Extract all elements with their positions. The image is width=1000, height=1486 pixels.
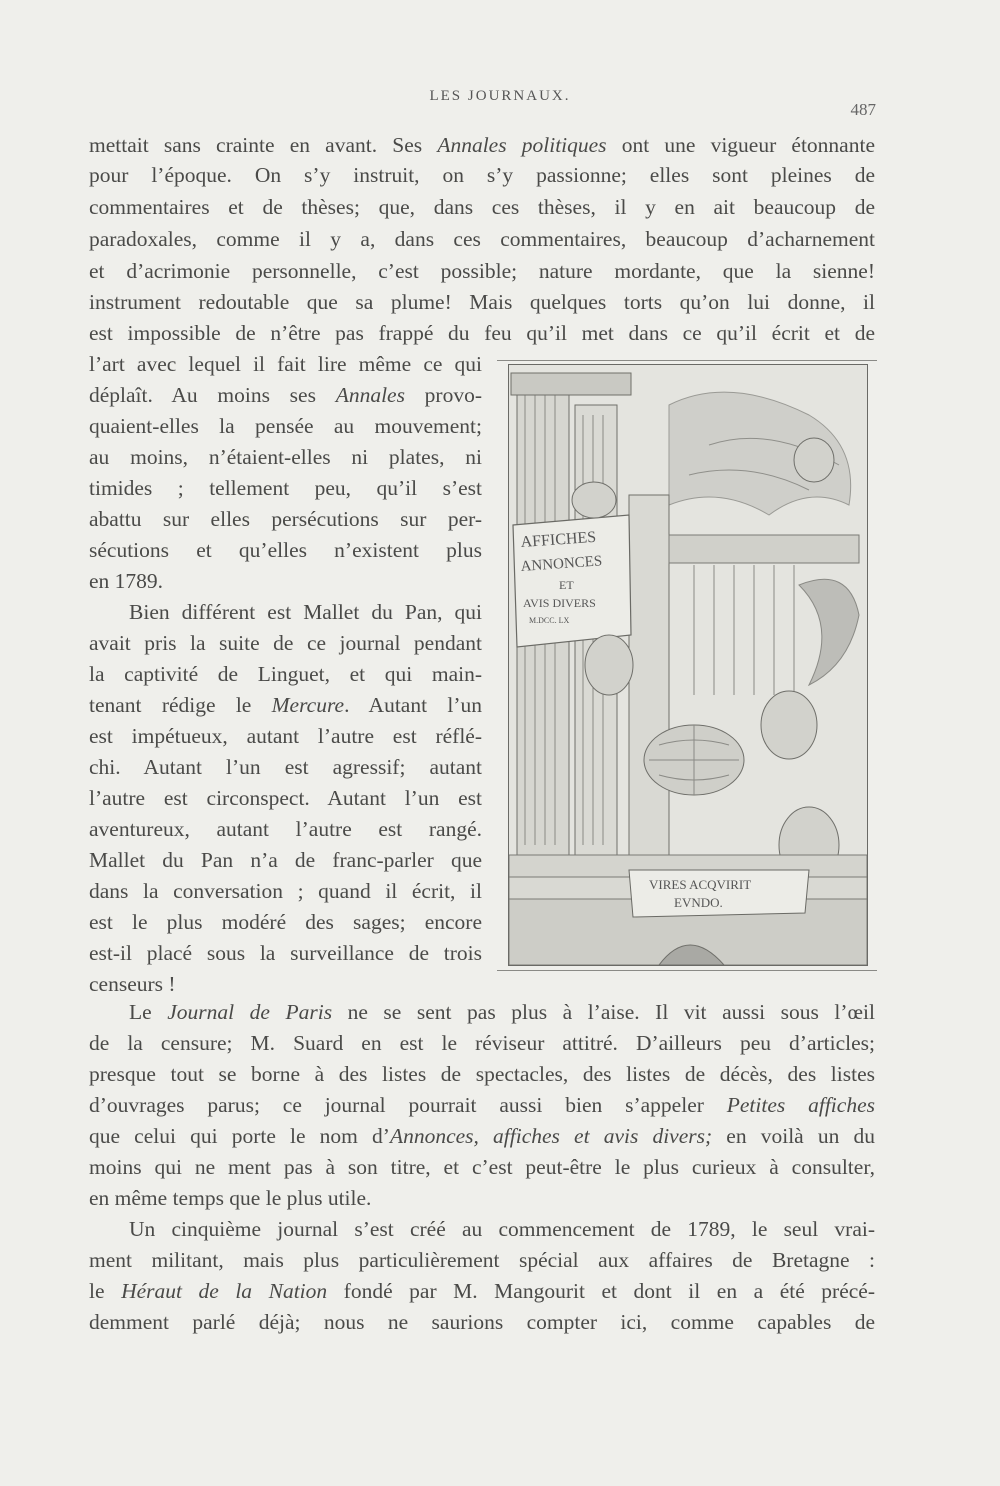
text-run: paradoxales, comme il y a, dans ces commentaires, beaucoup d’acharnement: [89, 227, 875, 251]
text-line: [89, 1121, 875, 1151]
text-run: dans la conversation ; quand il écrit, il: [89, 879, 482, 903]
text-run: est-il placé sous la surveillance de trois: [89, 941, 482, 965]
engraving-illustration: [509, 365, 867, 965]
text-line: [89, 349, 482, 379]
plate-top-rule: [497, 360, 877, 361]
text-line: [89, 1183, 875, 1213]
motto-line-2: EVNDO.: [674, 895, 723, 910]
text-line: [89, 566, 482, 596]
text-line: [89, 192, 875, 222]
text-line: [89, 1090, 875, 1120]
text-line: [89, 380, 482, 410]
page-number: 487: [850, 100, 876, 119]
text-line: [89, 256, 875, 286]
text-line: [89, 997, 875, 1027]
italic-title: Journal de Paris: [167, 1000, 333, 1024]
text-line: [89, 473, 482, 503]
text-run: Mallet du Pan n’a de franc-parler que: [89, 848, 482, 872]
text-run: provo-: [404, 383, 483, 407]
banner-line-3: ET: [559, 578, 574, 592]
text-run: mettait sans crainte en avant. Ses: [89, 133, 438, 157]
text-run: en 1789.: [89, 569, 164, 593]
text-line: [89, 224, 875, 254]
text-line: [89, 1059, 875, 1089]
banner-line-4: AVIS DIVERS: [523, 596, 596, 610]
text-run: au moins, n’étaient-elles ni plates, ni: [89, 445, 482, 469]
text-run: instrument redoutable que sa plume! Mais quelques torts qu’on lui donne, il: [89, 290, 875, 314]
text-run: en voilà un du: [712, 1124, 875, 1148]
text-line: [89, 814, 482, 844]
text-run: chi. Autant l’un est agressif; autant: [89, 755, 482, 779]
text-run: Le: [129, 1000, 168, 1024]
text-run: moins qui ne ment pas à son titre, et c’est peut-être le plus curieux à consulter,: [89, 1155, 875, 1179]
engraving-plate: [508, 364, 868, 966]
text-line: [89, 938, 482, 968]
text-line: [89, 876, 482, 906]
text-run: de la censure; M. Suard en est le réviseur attitré. D’ailleurs peu d’articles;: [89, 1031, 875, 1055]
text-run: timides ; tellement peu, qu’il s’est: [89, 476, 482, 500]
text-run: sécutions et qu’elles n’existent plus: [89, 538, 482, 562]
text-line: [89, 1245, 875, 1275]
text-run: demment parlé déjà; nous ne saurions compter ici, comme capables de: [89, 1310, 875, 1334]
text-line: [89, 442, 482, 472]
text-run: abattu sur elles persécutions sur per-: [89, 507, 482, 531]
text-run: l’art avec lequel il fait lire même ce qui: [89, 352, 482, 376]
text-line: [89, 504, 482, 534]
text-run: ne se sent pas plus à l’aise. Il vit aussi sous l’œil: [332, 1000, 875, 1024]
motto-line-1: VIRES ACQVIRIT: [649, 877, 752, 892]
text-run: presque tout se borne à des listes de spectacles, des listes de décès, des listes: [89, 1062, 875, 1086]
text-run: commentaires et de thèses; que, dans ces thèses, il y en ait beaucoup de: [89, 195, 875, 219]
text-run: quaient-elles la pensée au mouvement;: [89, 414, 482, 438]
text-line: [89, 721, 482, 751]
text-run: ment militant, mais plus particulièrement spécial aux affaires de Bretagne :: [89, 1248, 875, 1272]
text-line: [89, 411, 482, 441]
text-line: [89, 907, 482, 937]
text-run: est impétueux, autant l’autre est réflé-: [89, 724, 482, 748]
text-run: Bien différent est Mallet du Pan, qui: [129, 600, 482, 624]
text-line: [89, 783, 482, 813]
text-line: [89, 1028, 875, 1058]
banner-line-2: ANNONCES: [520, 553, 603, 575]
italic-title: Héraut de la Nation: [121, 1279, 328, 1303]
text-line: [89, 535, 482, 565]
text-line: [89, 628, 482, 658]
text-run: avait pris la suite de ce journal pendant: [89, 631, 482, 655]
text-run: pour l’époque. On s’y instruit, on s’y passionne; elles sont pleines de: [89, 163, 875, 187]
italic-title: Mercure: [271, 693, 345, 717]
text-line: [89, 690, 482, 720]
text-run: ont une vigueur étonnante: [606, 133, 875, 157]
text-run: Un cinquième journal s’est créé au commencement de 1789, le seul vrai-: [129, 1217, 875, 1241]
running-head: LES JOURNAUX.: [429, 88, 571, 104]
italic-title: Petites affiches: [726, 1093, 875, 1117]
text-line: [89, 287, 875, 317]
text-run: et d’acrimonie personnelle, c’est possible; nature mordante, que la sienne!: [89, 259, 875, 283]
text-run: . Autant l’un: [344, 693, 482, 717]
text-run: est impossible de n’être pas frappé du feu qu’il met dans ce qu’il écrit et de: [89, 321, 875, 345]
banner-line-5: M.DCC. LX: [529, 616, 570, 625]
text-line: [89, 845, 482, 875]
italic-title: Annales politiques: [437, 133, 607, 157]
banner-line-1: AFFICHES: [520, 528, 597, 551]
plate-bottom-rule: [497, 970, 877, 971]
text-line: [89, 752, 482, 782]
text-line: [89, 160, 875, 190]
text-run: tenant rédige le: [89, 693, 272, 717]
text-run: est le plus modéré des sages; encore: [89, 910, 482, 934]
text-run: la captivité de Linguet, et qui main-: [89, 662, 482, 686]
text-line: [89, 597, 482, 627]
text-run: l’autre est circonspect. Autant l’un est: [89, 786, 482, 810]
text-line: [89, 1276, 875, 1306]
text-line: [89, 1214, 875, 1244]
text-run: en même temps que le plus utile.: [89, 1186, 372, 1210]
text-run: le: [89, 1279, 122, 1303]
text-run: censeurs !: [89, 972, 176, 996]
text-line: [89, 1307, 875, 1337]
text-line: [89, 130, 875, 160]
italic-title: Annales: [335, 383, 405, 407]
text-run: fondé par M. Mangourit et dont il en a été précé-: [327, 1279, 875, 1303]
text-line: [89, 318, 875, 348]
text-line: [89, 659, 482, 689]
text-run: que celui qui porte le nom d’: [89, 1124, 390, 1148]
text-run: déplaît. Au moins ses: [89, 383, 336, 407]
text-run: aventureux, autant l’autre est rangé.: [89, 817, 482, 841]
text-line: [89, 1152, 875, 1182]
text-run: d’ouvrages parus; ce journal pourrait aussi bien s’appeler: [89, 1093, 727, 1117]
text-line: [89, 969, 482, 999]
italic-title: Annonces, affiches et avis divers;: [389, 1124, 713, 1148]
